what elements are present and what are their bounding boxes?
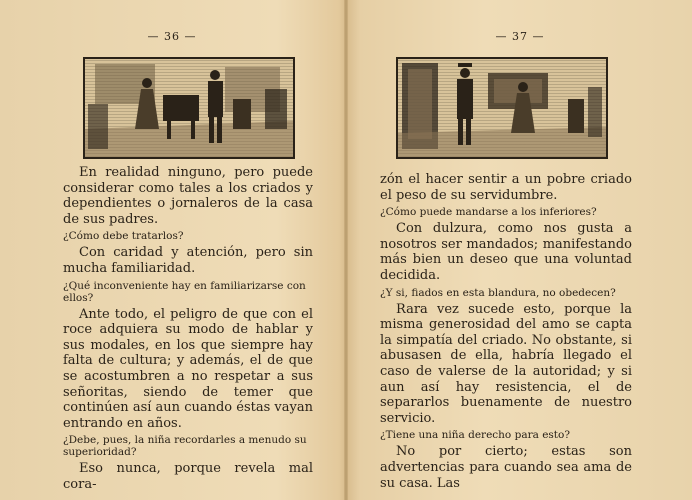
- engraving-illustration: [83, 57, 295, 159]
- engraving-left-svg: [85, 59, 293, 157]
- page-number: — 36 —: [147, 30, 197, 43]
- paragraph: zón el hacer sentir a un pobre criado el peso de su servidumbre.: [380, 172, 632, 203]
- page-number: — 37 —: [495, 30, 545, 43]
- right-page: [348, 0, 692, 500]
- engraving-right-svg: [398, 59, 606, 157]
- answer: No por cierto; estas son advertencias para cuando sea ama de su casa. Las: [380, 444, 632, 491]
- question: ¿Debe, pues, la niña recordarles a menudo su superioridad?: [63, 434, 307, 459]
- engraving-illustration: [396, 57, 608, 159]
- question: ¿Y si, fiados en esta blandura, no obedecen?: [380, 286, 616, 299]
- answer: Eso nunca, porque revela mal cora-: [63, 461, 313, 492]
- question: ¿Tiene una niña derecho para esto?: [380, 429, 570, 442]
- answer: Con dulzura, como nos gusta a nosotros ser mandados; manifestando más bien un deseo que una voluntad decidida.: [380, 221, 632, 283]
- answer: Ante todo, el peligro de que con el roce adquiera su modo de hablar y sus modales, en los que siempre hay falta de cultura; y además, el de que se acostumbren a no respetar a sus señoritas, siendo de temer que continúen así aun cuando éstas vayan entrando en años.: [63, 306, 313, 431]
- right-page-text: [380, 172, 632, 493]
- question: ¿Cómo debe tratarlos?: [63, 230, 184, 243]
- answer: Rara vez sucede esto, porque la misma generosidad del amo se capta la simpatía del criado. No obstante, si abusasen de ella, habría llegado el caso de valerse de la autoridad; y si aun así hay resistencia, el de separarlos buenamente de nuestro servicio.: [380, 301, 632, 426]
- left-page: [0, 0, 344, 500]
- left-page-text: [63, 165, 313, 495]
- answer: Con caridad y atención, pero sin mucha familiaridad.: [63, 245, 313, 276]
- paragraph: En realidad ninguno, pero puede considerar como tales a los criados y dependientes o jornaleros de la casa de sus padres.: [63, 165, 313, 227]
- question: ¿Qué inconveniente hay en familiarizarse con ellos?: [63, 279, 306, 304]
- question: ¿Cómo puede mandarse a los inferiores?: [380, 206, 597, 219]
